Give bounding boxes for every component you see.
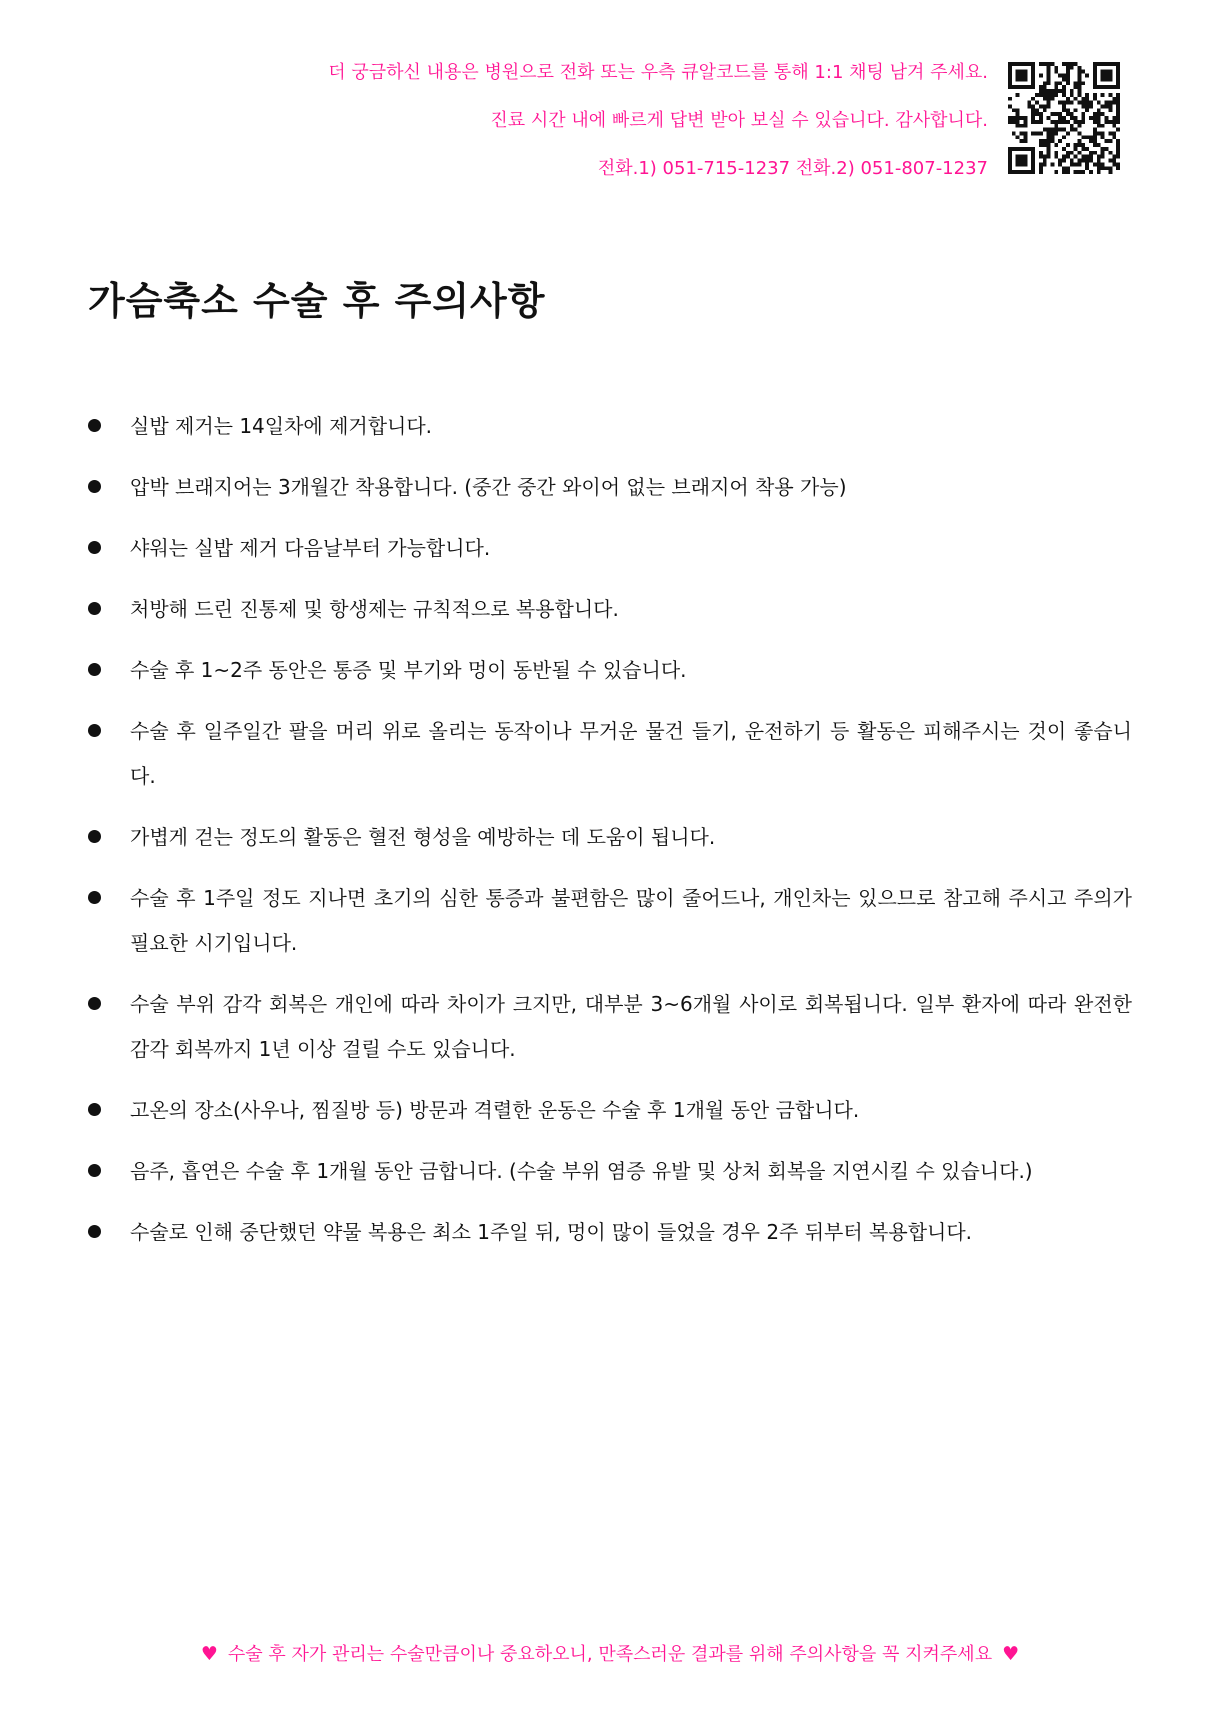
list-item: [88, 587, 1132, 632]
note-text: 압박 브래지어는 3개월간 착용합니다. (중간 중간 와이어 없는 브래지어 착용 가능): [130, 475, 847, 499]
page-title: 가슴축소 수술 후 주의사항: [88, 279, 546, 323]
notes-list: [88, 404, 1132, 1271]
bullet-icon: [88, 1164, 101, 1177]
list-item: [88, 1149, 1132, 1194]
footer-message: [0, 1642, 1220, 1667]
bullet-icon: [88, 830, 101, 843]
note-text: 수술 부위 감각 회복은 개인에 따라 차이가 크지만, 대부분 3~6개월 사이로 회복됩니다. 일부 환자에 따라 완전한 감각 회복까지 1년 이상 걸릴 수도 있습니다.: [130, 992, 1132, 1061]
bullet-icon: [88, 1225, 101, 1238]
heart-icon: ♥: [200, 1643, 218, 1665]
bullet-icon: [88, 541, 101, 554]
bullet-icon: [88, 997, 101, 1010]
list-item: [88, 648, 1132, 693]
list-item: [88, 815, 1132, 860]
contact-line-inquiry: 더 궁금하신 내용은 병원으로 전화 또는 우측 큐알코드를 통해 1:1 채팅 남겨 주세요.: [328, 62, 988, 83]
bullet-icon: [88, 419, 101, 432]
contact-header: [328, 62, 1120, 179]
list-item: [88, 465, 1132, 510]
bullet-icon: [88, 891, 101, 904]
bullet-icon: [88, 602, 101, 615]
contact-info: [328, 62, 988, 179]
bullet-icon: [88, 1103, 101, 1116]
list-item: [88, 709, 1132, 799]
note-text: 수술 후 일주일간 팔을 머리 위로 올리는 동작이나 무거운 물건 들기, 운전하기 등 활동은 피해주시는 것이 좋습니다.: [130, 719, 1132, 788]
contact-line-response: 진료 시간 내에 빠르게 답변 받아 보실 수 있습니다. 감사합니다.: [490, 110, 988, 131]
note-text: 처방해 드린 진통제 및 항생제는 규칙적으로 복용합니다.: [130, 597, 619, 621]
list-item: [88, 1210, 1132, 1255]
note-text: 음주, 흡연은 수술 후 1개월 동안 금합니다. (수술 부위 염증 유발 및 상처 회복을 지연시킬 수 있습니다.): [130, 1159, 1033, 1183]
footer-text: 수술 후 자가 관리는 수술만큼이나 중요하오니, 만족스러운 결과를 위해 주의사항을 꼭 지켜주세요: [227, 1644, 993, 1665]
bullet-icon: [88, 480, 101, 493]
note-text: 샤워는 실밥 제거 다음날부터 가능합니다.: [130, 536, 491, 560]
note-text: 가볍게 걷는 정도의 활동은 혈전 형성을 예방하는 데 도움이 됩니다.: [130, 825, 716, 849]
bullet-icon: [88, 724, 101, 737]
note-text: 수술 후 1~2주 동안은 통증 및 부기와 멍이 동반될 수 있습니다.: [130, 658, 687, 682]
list-item: [88, 876, 1132, 966]
qr-code-icon[interactable]: [1008, 62, 1120, 174]
note-text: 고온의 장소(사우나, 찜질방 등) 방문과 격렬한 운동은 수술 후 1개월 동안 금합니다.: [130, 1098, 860, 1122]
list-item: [88, 526, 1132, 571]
note-text: 수술 후 1주일 정도 지나면 초기의 심한 통증과 불편함은 많이 줄어드나, 개인차는 있으므로 참고해 주시고 주의가 필요한 시기입니다.: [130, 886, 1132, 955]
heart-icon: ♥: [1002, 1643, 1020, 1665]
bullet-icon: [88, 663, 101, 676]
list-item: [88, 1088, 1132, 1133]
list-item: [88, 982, 1132, 1072]
list-item: [88, 404, 1132, 449]
note-text: 실밥 제거는 14일차에 제거합니다.: [130, 414, 433, 438]
contact-line-phone: 전화.1) 051-715-1237 전화.2) 051-807-1237: [597, 158, 988, 179]
note-text: 수술로 인해 중단했던 약물 복용은 최소 1주일 뒤, 멍이 많이 들었을 경우 2주 뒤부터 복용합니다.: [130, 1220, 973, 1244]
